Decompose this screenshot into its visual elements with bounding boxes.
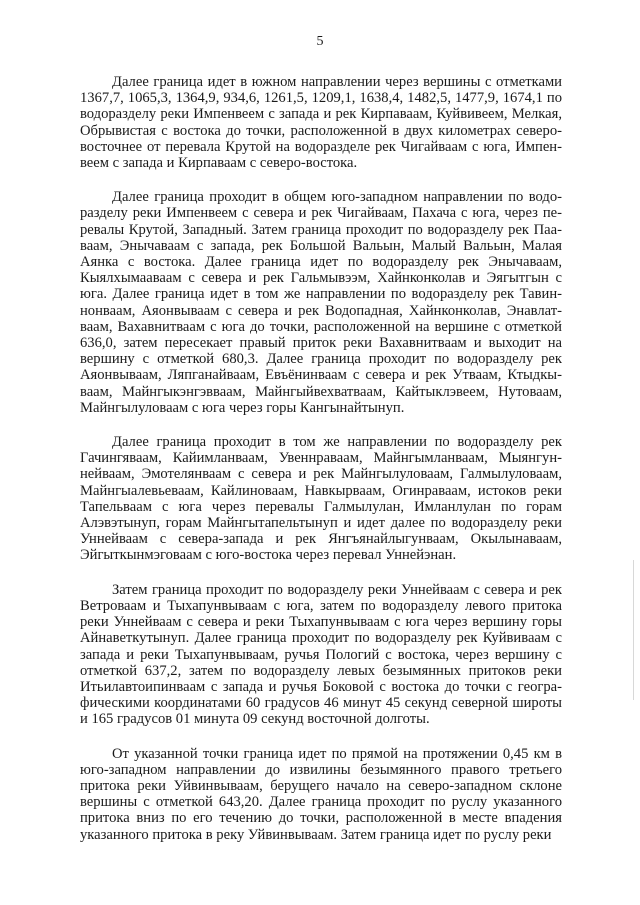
- document-body: [80, 74, 562, 843]
- page-number: 5: [316, 34, 324, 49]
- paragraph-1: Далее граница идет в южном направлении через вершины с отметками 1367,7, 1065,3, 1364,9, 934,6, 1261,5, 1209,1, 1638,4, 1482,5, 1477,9, 1674,1 по водоразделу реки Импенвеем с запада и рек Кирпаваам, Куйвивеем, Мелкая, Обрывистая с востока до точки, расположенной в двух километрах северовосточнее от перевала Крутой на водоразделе рек Чигайваам с юга, Импенвеем с запада и Кирпаваам с северо-востока.: [80, 74, 562, 172]
- paragraph-5: От указанной точки граница идет по прямой на протяжении 0,45 км в юго-западном направлении до извилины безымянного правого третьего притока реки Уйвинвываам, берущего начало на северо-западном склоне вершины с отметкой 643,20. Далее граница проходит по руслу указанного притока вниз по его течению до точки, расположенной в месте впадения указанного притока в реку Уйвинвываам. Затем граница идет по руслу реки: [80, 745, 562, 843]
- paragraph-2: Далее граница проходит в общем юго-западном направлении по водоразделу реки Импенвеем с севера и рек Чигайваам, Пахача с юга, через перевалы Крутой, Западный. Затем граница проходит по водоразделу рек Пааваам, Энычаваам с запада, рек Большой Вальын, Малый Вальын, Малая Аянка с востока. Далее граница идет по водоразделу рек Энычаваам, Кыялхымааваам с севера и рек Гальмывээм, Хайнконколав и Эягытгын с юга. Далее граница идет в том же направлении по водоразделу рек Тавиннонваам, Аяонвываам с севера и рек Водопадная, Хайнконколав, Энавлатваам, Вахавнитваам с юга до точки, расположенной на вершине с отметкой 636,0, затем пересекает правый приток реки Вахавнитваам и выходит на вершину с отметкой 680,3. Далее граница проходит по водоразделу рек Аяонвываам, Ляпганайваам, Евъёнинваам с севера и рек Утваам, Ктыдкываам, Майнгыкэнгэвваам, Майнгыйвехватваам, Кайтыклэвеем, Нутоваам, Майнгылуловаам с юга через горы Кангынайтынуп.: [80, 189, 562, 416]
- paragraph-4: Затем граница проходит по водоразделу реки Уннейваам с севера и рек Ветроваам и Тыхапунвываам с юга, затем по водоразделу левого притока реки Уннейваам с севера и реки Тыхапунвываам с юга через вершину горы Айнаветкутынуп. Далее граница проходит по водоразделу рек Куйвиваам с запада и реки Тыхапунвываам, ручья Пологий с востока, через вершину с отметкой 637,2, затем по водоразделу левых безымянных притоков реки Итьилавтоипинваам с запада и ручья Боковой с востока до точки с географическими координатами 60 градусов 46 минут 45 секунд северной широты и 165 градусов 01 минута 09 секунд восточной долготы.: [80, 581, 562, 728]
- paragraph-3: Далее граница проходит в том же направлении по водоразделу рек Гачингяваам, Кайимланваам, Увеннраваам, Майнгымланваам, Мыянгуннейваам, Эмотелянваам с севера и рек Майнгылуловаам, Галмылуловаам, Майнгыалевьеваам, Кайлиноваам, Навкырваам, Огинраваам, истоков реки Тапельваам с юга через перевалы Галмылулан, Имланлулан по горам Алэвэтынуп, горам Майнгытапельтынуп и идет далее по водоразделу реки Уннейваам с севера-запада и рек Янгъянайлыгунваам, Окылынаваам, Эйгыткынмэговаам с юго-востока через перевал Уннейэнан.: [80, 434, 562, 564]
- scan-edge-mark: [633, 560, 634, 700]
